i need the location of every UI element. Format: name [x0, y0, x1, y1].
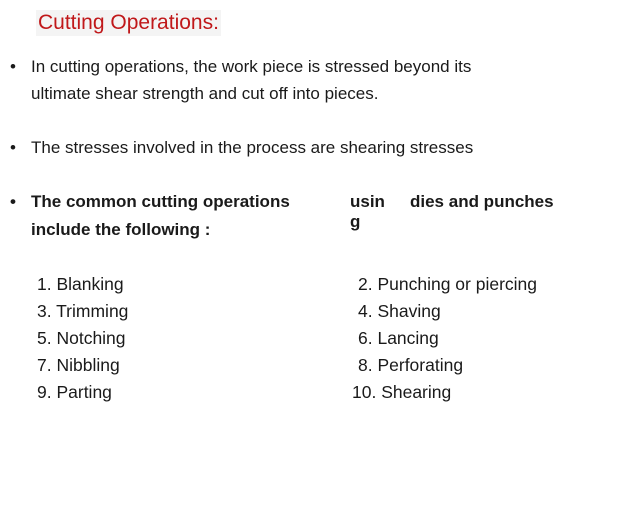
list-item: 9. Parting: [37, 382, 112, 402]
list-item: 4. Shaving: [358, 301, 441, 321]
bullet-icon: •: [10, 57, 16, 76]
list-item: 2. Punching or piercing: [358, 274, 537, 294]
bullet-common-operations: [10, 188, 620, 242]
bullet-line-continued: ultimate shear strength and cut off into pieces.: [31, 84, 379, 103]
list-item: 8. Perforating: [358, 355, 464, 375]
slide-title: Cutting Operations:: [38, 11, 219, 34]
bullet-line: The stresses involved in the process are shearing stresses: [31, 138, 474, 157]
list-item: 7. Nibbling: [37, 355, 120, 375]
list-item: 1. Blanking: [37, 274, 124, 294]
list-item: 6. Lancing: [358, 328, 439, 348]
bullet-line-continued: include the following :: [31, 220, 211, 239]
list-item: 3. Trimming: [37, 301, 129, 321]
bullet-line-mid: usin: [350, 192, 385, 211]
bullet-icon: •: [10, 192, 16, 211]
bullet-cutting-definition: [10, 53, 620, 107]
bullet-stresses: [10, 134, 620, 161]
bullet-icon: •: [10, 138, 16, 157]
list-item: 5. Notching: [37, 328, 126, 348]
bullet-line: In cutting operations, the work piece is stressed beyond its: [31, 57, 472, 76]
list-item: 10. Shearing: [352, 382, 452, 402]
bullet-line-right: dies and punches: [410, 192, 554, 211]
bullet-line-mid-wrap: g: [350, 212, 361, 231]
bullet-line-left: The common cutting operations: [31, 192, 290, 211]
